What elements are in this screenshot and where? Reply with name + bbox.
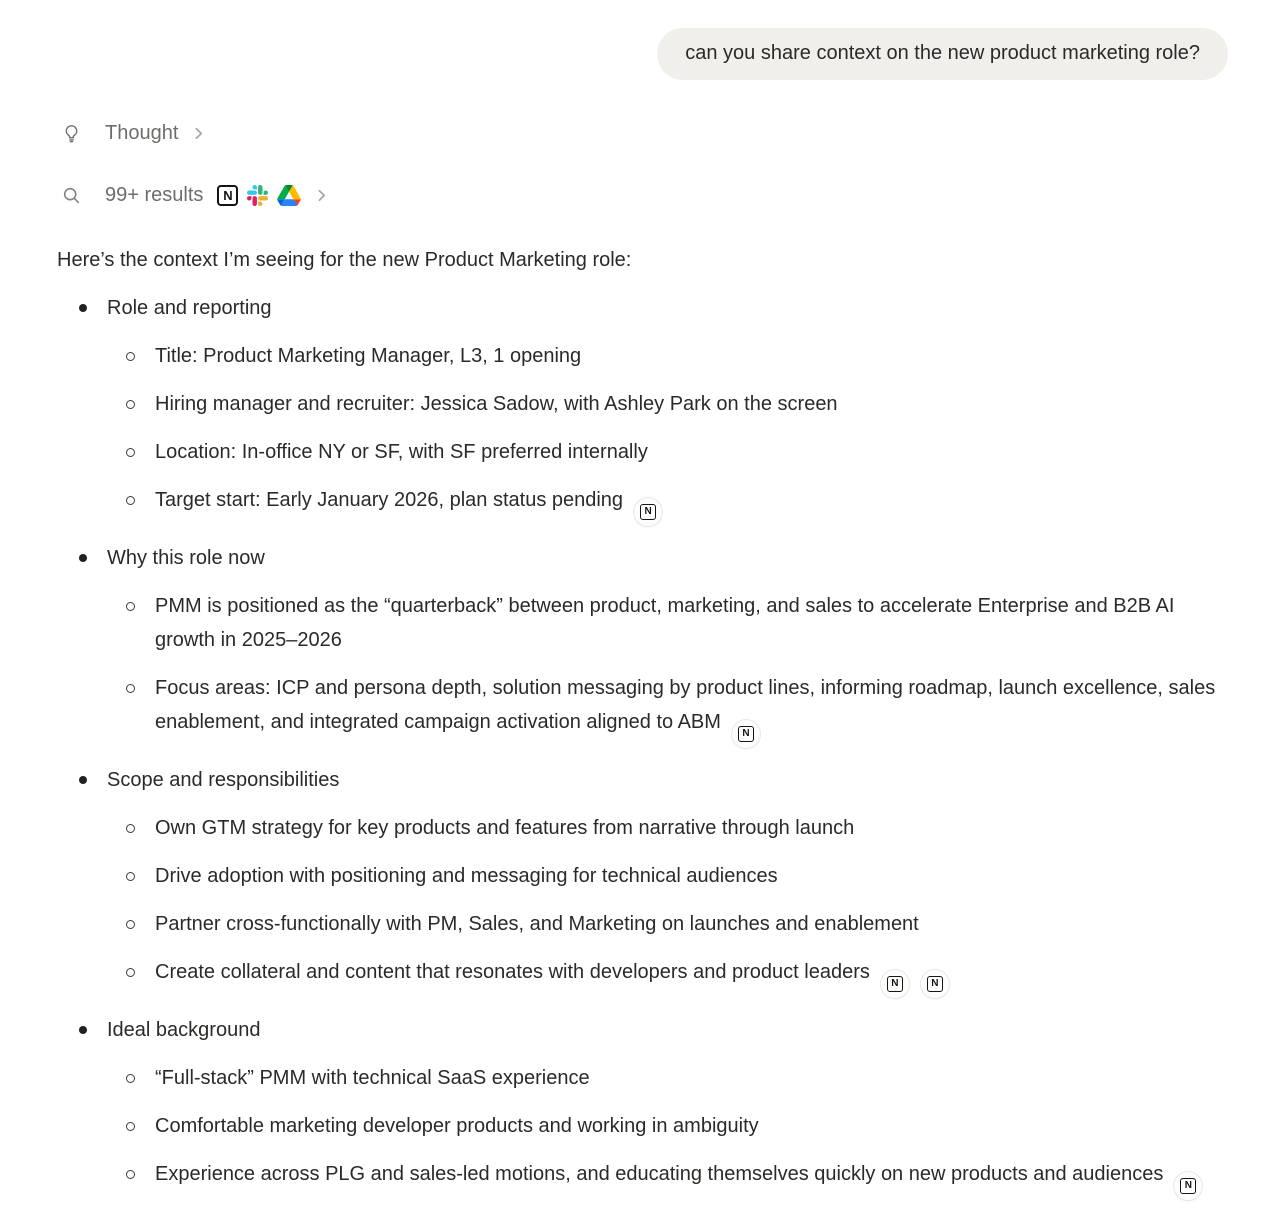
notion-citation-badge[interactable] (731, 719, 761, 749)
sub-list (57, 339, 1216, 527)
user-message-row (0, 0, 1266, 80)
notion-icon: N (217, 185, 238, 206)
list-item-text: Title: Product Marketing Manager, L3, 1 opening (155, 345, 582, 367)
list-item-text: Own GTM strategy for key products and features from narrative through launch (155, 817, 855, 839)
citations (721, 711, 761, 739)
bullet-circle-icon (126, 872, 135, 881)
chevron-right-icon (190, 125, 207, 142)
citations (870, 961, 950, 989)
notion-icon: N (738, 726, 754, 742)
bullet-circle-icon (126, 968, 135, 977)
chevron-right-icon (313, 187, 330, 204)
notion-icon: N (887, 976, 903, 992)
slack-icon (247, 185, 268, 206)
bullet-circle-icon (126, 1074, 135, 1083)
notion-citation-badge[interactable] (880, 969, 910, 999)
results-count-label: 99+ results (105, 184, 204, 206)
list-item (57, 483, 1216, 527)
list-item (57, 859, 1216, 893)
list-item-text: Location: In-office NY or SF, with SF preferred internally (155, 441, 648, 463)
sub-list (57, 811, 1216, 999)
notion-icon: N (640, 504, 656, 520)
bullet-circle-icon (126, 496, 135, 505)
bullet-circle-icon (126, 400, 135, 409)
list-item-text: Target start: Early January 2026, plan status pending (155, 489, 624, 511)
bullet-circle-icon (126, 602, 135, 611)
notion-icon: N (1180, 1178, 1196, 1194)
list-item-text: Drive adoption with positioning and messaging for technical audiences (155, 865, 778, 887)
section-title-text: Role and reporting (107, 297, 272, 319)
response-sections (57, 291, 1216, 1201)
list-item (57, 1061, 1216, 1095)
list-item-text: Experience across PLG and sales-led motions, and educating themselves quickly on new products and audiences (155, 1163, 1164, 1185)
thought-toggle[interactable] (60, 122, 207, 145)
list-section (57, 1013, 1216, 1201)
bullet-circle-icon (126, 920, 135, 929)
list-item (57, 671, 1216, 749)
bullet-dot-icon (79, 304, 87, 312)
list-item-text: PMM is positioned as the “quarterback” between product, marketing, and sales to accelerate Enterprise and B2B AI growth in 2025–2026 (155, 595, 1175, 651)
list-section (57, 291, 1216, 527)
list-item-text: Partner cross-functionally with PM, Sales, and Marketing on launches and enablement (155, 913, 919, 935)
google-drive-icon (277, 185, 301, 206)
section-title-text: Ideal background (107, 1019, 261, 1041)
list-item (57, 1109, 1216, 1143)
bullet-circle-icon (126, 448, 135, 457)
section-title-text: Scope and responsibilities (107, 769, 340, 791)
section-title (57, 541, 1216, 575)
notion-citation-badge[interactable] (920, 969, 950, 999)
bullet-dot-icon (79, 1026, 87, 1034)
assistant-response (57, 243, 1216, 1201)
list-section (57, 541, 1216, 749)
source-icons (217, 185, 301, 206)
thought-label: Thought (105, 122, 179, 144)
list-item (57, 955, 1216, 999)
list-section (57, 763, 1216, 999)
bullet-dot-icon (79, 554, 87, 562)
list-item (57, 907, 1216, 941)
list-item (57, 339, 1216, 373)
list-item (57, 435, 1216, 469)
citations (1163, 1163, 1203, 1191)
sub-list (57, 1061, 1216, 1201)
section-title-text: Why this role now (107, 547, 265, 569)
list-item-text: Comfortable marketing developer products and working in ambiguity (155, 1115, 759, 1137)
search-results-toggle[interactable] (60, 184, 330, 207)
list-item (57, 1157, 1216, 1201)
response-intro: Here’s the context I’m seeing for the new Product Marketing role: (57, 249, 632, 271)
list-item-text: Hiring manager and recruiter: Jessica Sadow, with Ashley Park on the screen (155, 393, 838, 415)
list-item (57, 387, 1216, 421)
section-title (57, 1013, 1216, 1047)
notion-citation-badge[interactable] (1173, 1171, 1203, 1201)
citations (623, 489, 663, 517)
section-title (57, 291, 1216, 325)
bullet-circle-icon (126, 684, 135, 693)
notion-icon: N (927, 976, 943, 992)
search-icon (60, 185, 82, 206)
bullet-circle-icon (126, 1170, 135, 1179)
list-item (57, 811, 1216, 845)
section-title (57, 763, 1216, 797)
notion-citation-badge[interactable] (633, 497, 663, 527)
user-message-bubble: can you share context on the new product marketing role? (657, 28, 1228, 80)
lightbulb-icon (60, 122, 82, 145)
bullet-circle-icon (126, 824, 135, 833)
list-item-text: Create collateral and content that resonates with developers and product leaders (155, 961, 870, 983)
bullet-circle-icon (126, 1122, 135, 1131)
sub-list (57, 589, 1216, 749)
bullet-dot-icon (79, 776, 87, 784)
list-item (57, 589, 1216, 657)
list-item-text: Focus areas: ICP and persona depth, solution messaging by product lines, informing roadmap, launch excellence, sales enablement, and integrated campaign activation aligned to ABM (155, 677, 1216, 733)
list-item-text: “Full-stack” PMM with technical SaaS experience (155, 1067, 590, 1089)
bullet-circle-icon (126, 352, 135, 361)
